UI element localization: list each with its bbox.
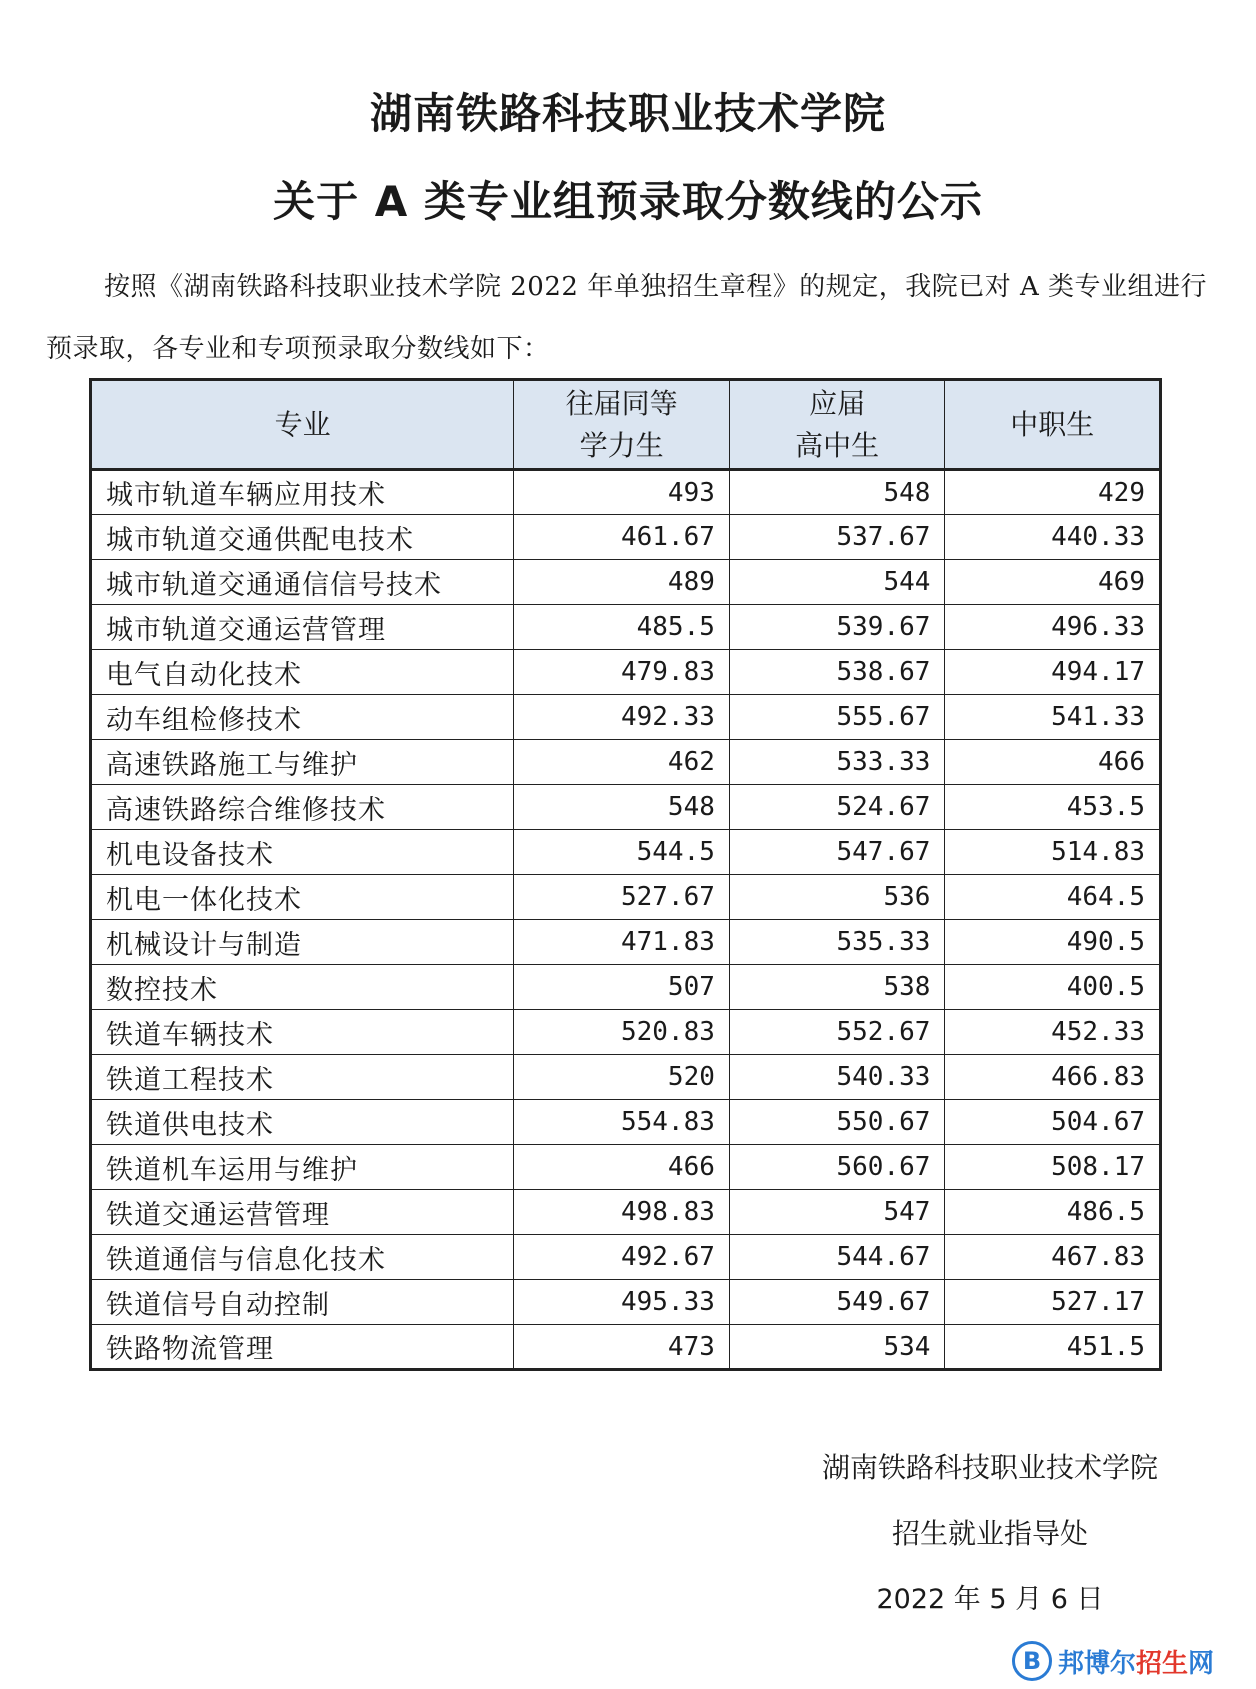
current-score-cell: 550.67	[729, 1100, 945, 1145]
major-cell: 动车组检修技术	[91, 695, 514, 740]
major-cell: 城市轨道交通运营管理	[91, 605, 514, 650]
major-cell: 铁道供电技术	[91, 1100, 514, 1145]
table-row	[91, 605, 1161, 650]
previous-score-cell: 498.83	[514, 1190, 730, 1235]
vocational-score-cell: 508.17	[945, 1145, 1161, 1190]
major-cell: 铁道工程技术	[91, 1055, 514, 1100]
major-cell: 城市轨道车辆应用技术	[91, 470, 514, 515]
watermark-text-part1: 邦博尔	[1058, 1648, 1137, 1679]
previous-score-cell: 493	[514, 470, 730, 515]
current-score-cell: 535.33	[729, 920, 945, 965]
major-cell: 铁道信号自动控制	[91, 1280, 514, 1325]
current-score-cell: 533.33	[729, 740, 945, 785]
table-row	[91, 830, 1161, 875]
current-score-cell: 548	[729, 470, 945, 515]
previous-score-cell: 479.83	[514, 650, 730, 695]
header-vocational	[945, 380, 1161, 470]
previous-score-cell: 520	[514, 1055, 730, 1100]
major-cell: 高速铁路综合维修技术	[91, 785, 514, 830]
major-cell: 机电一体化技术	[91, 875, 514, 920]
page-title: 湖南铁路科技职业技术学院	[369, 89, 886, 138]
vocational-score-cell: 490.5	[945, 920, 1161, 965]
current-score-cell: 534	[729, 1325, 945, 1370]
previous-score-cell: 462	[514, 740, 730, 785]
major-cell: 机电设备技术	[91, 830, 514, 875]
header-major	[91, 380, 514, 470]
previous-score-cell: 492.67	[514, 1235, 730, 1280]
watermark-text-part2: 招生	[1136, 1648, 1189, 1679]
current-score-cell: 544.67	[729, 1235, 945, 1280]
vocational-score-cell: 467.83	[945, 1235, 1161, 1280]
current-score-cell: 555.67	[729, 695, 945, 740]
current-score-cell: 560.67	[729, 1145, 945, 1190]
previous-score-cell: 473	[514, 1325, 730, 1370]
vocational-score-cell: 469	[945, 560, 1161, 605]
watermark-text-part3: 网	[1188, 1648, 1215, 1679]
signature-dept: 招生就业指导处	[891, 1517, 1088, 1550]
major-cell: 数控技术	[91, 965, 514, 1010]
table-row	[91, 740, 1161, 785]
previous-score-cell: 554.83	[514, 1100, 730, 1145]
current-score-cell: 547.67	[729, 830, 945, 875]
table-row	[91, 1280, 1161, 1325]
table-row	[91, 875, 1161, 920]
current-score-cell: 544	[729, 560, 945, 605]
header-current	[729, 380, 945, 470]
header-current-line1: 应届	[809, 386, 866, 420]
header-vocational-label: 中职生	[1010, 407, 1095, 441]
table-row	[91, 650, 1161, 695]
table-row	[91, 1010, 1161, 1055]
current-score-cell: 547	[729, 1190, 945, 1235]
table-row	[91, 1235, 1161, 1280]
table-row	[91, 560, 1161, 605]
previous-score-cell: 461.67	[514, 515, 730, 560]
current-score-cell: 540.33	[729, 1055, 945, 1100]
vocational-score-cell: 400.5	[945, 965, 1161, 1010]
previous-score-cell: 544.5	[514, 830, 730, 875]
previous-score-cell: 507	[514, 965, 730, 1010]
vocational-score-cell: 494.17	[945, 650, 1161, 695]
vocational-score-cell: 527.17	[945, 1280, 1161, 1325]
current-score-cell: 538	[729, 965, 945, 1010]
current-score-cell: 524.67	[729, 785, 945, 830]
major-cell: 城市轨道交通通信信号技术	[91, 560, 514, 605]
current-score-cell: 539.67	[729, 605, 945, 650]
watermark	[1012, 1640, 1214, 1682]
header-current-line2: 高中生	[795, 428, 880, 462]
major-cell: 城市轨道交通供配电技术	[91, 515, 514, 560]
vocational-score-cell: 486.5	[945, 1190, 1161, 1235]
current-score-cell: 538.67	[729, 650, 945, 695]
table-row	[91, 515, 1161, 560]
major-cell: 铁道车辆技术	[91, 1010, 514, 1055]
previous-score-cell: 548	[514, 785, 730, 830]
table-header-row	[91, 380, 1161, 470]
header-major-label: 专业	[274, 407, 331, 441]
vocational-score-cell: 514.83	[945, 830, 1161, 875]
major-cell: 铁路物流管理	[91, 1325, 514, 1370]
major-cell: 铁道机车运用与维护	[91, 1145, 514, 1190]
major-cell: 铁道交通运营管理	[91, 1190, 514, 1235]
major-cell: 机械设计与制造	[91, 920, 514, 965]
page-subtitle: 关于 A 类专业组预录取分数线的公示	[273, 177, 983, 226]
vocational-score-cell: 451.5	[945, 1325, 1161, 1370]
vocational-score-cell: 496.33	[945, 605, 1161, 650]
table-row	[91, 785, 1161, 830]
vocational-score-cell: 440.33	[945, 515, 1161, 560]
previous-score-cell: 471.83	[514, 920, 730, 965]
previous-score-cell: 485.5	[514, 605, 730, 650]
table-row	[91, 1055, 1161, 1100]
table-row	[91, 695, 1161, 740]
vocational-score-cell: 466	[945, 740, 1161, 785]
current-score-cell: 536	[729, 875, 945, 920]
previous-score-cell: 520.83	[514, 1010, 730, 1055]
table-row	[91, 470, 1161, 515]
previous-score-cell: 489	[514, 560, 730, 605]
header-previous-line1: 往届同等	[565, 386, 678, 420]
signature-org: 湖南铁路科技职业技术学院	[821, 1451, 1158, 1484]
score-table	[89, 378, 1162, 1371]
table-row	[91, 965, 1161, 1010]
table-row	[91, 1100, 1161, 1145]
major-cell: 高速铁路施工与维护	[91, 740, 514, 785]
signature-date: 2022 年 5 月 6 日	[876, 1584, 1104, 1615]
vocational-score-cell: 541.33	[945, 695, 1161, 740]
current-score-cell: 537.67	[729, 515, 945, 560]
current-score-cell: 549.67	[729, 1280, 945, 1325]
vocational-score-cell: 464.5	[945, 875, 1161, 920]
table-row	[91, 1190, 1161, 1235]
vocational-score-cell: 452.33	[945, 1010, 1161, 1055]
table-row	[91, 920, 1161, 965]
previous-score-cell: 466	[514, 1145, 730, 1190]
current-score-cell: 552.67	[729, 1010, 945, 1055]
vocational-score-cell: 504.67	[945, 1100, 1161, 1145]
previous-score-cell: 527.67	[514, 875, 730, 920]
previous-score-cell: 492.33	[514, 695, 730, 740]
vocational-score-cell: 429	[945, 470, 1161, 515]
header-previous	[514, 380, 730, 470]
vocational-score-cell: 466.83	[945, 1055, 1161, 1100]
watermark-logo-icon: B	[1012, 1641, 1052, 1681]
previous-score-cell: 495.33	[514, 1280, 730, 1325]
major-cell: 铁道通信与信息化技术	[91, 1235, 514, 1280]
major-cell: 电气自动化技术	[91, 650, 514, 695]
table-row	[91, 1145, 1161, 1190]
vocational-score-cell: 453.5	[945, 785, 1161, 830]
table-row	[91, 1325, 1161, 1370]
header-previous-line2: 学力生	[579, 428, 664, 462]
intro-paragraph: 按照《湖南铁路科技职业技术学院 2022 年单独招生章程》的规定，我院已对 A 类专业组进行预录取，各专业和专项预录取分数线如下：	[46, 272, 1208, 364]
